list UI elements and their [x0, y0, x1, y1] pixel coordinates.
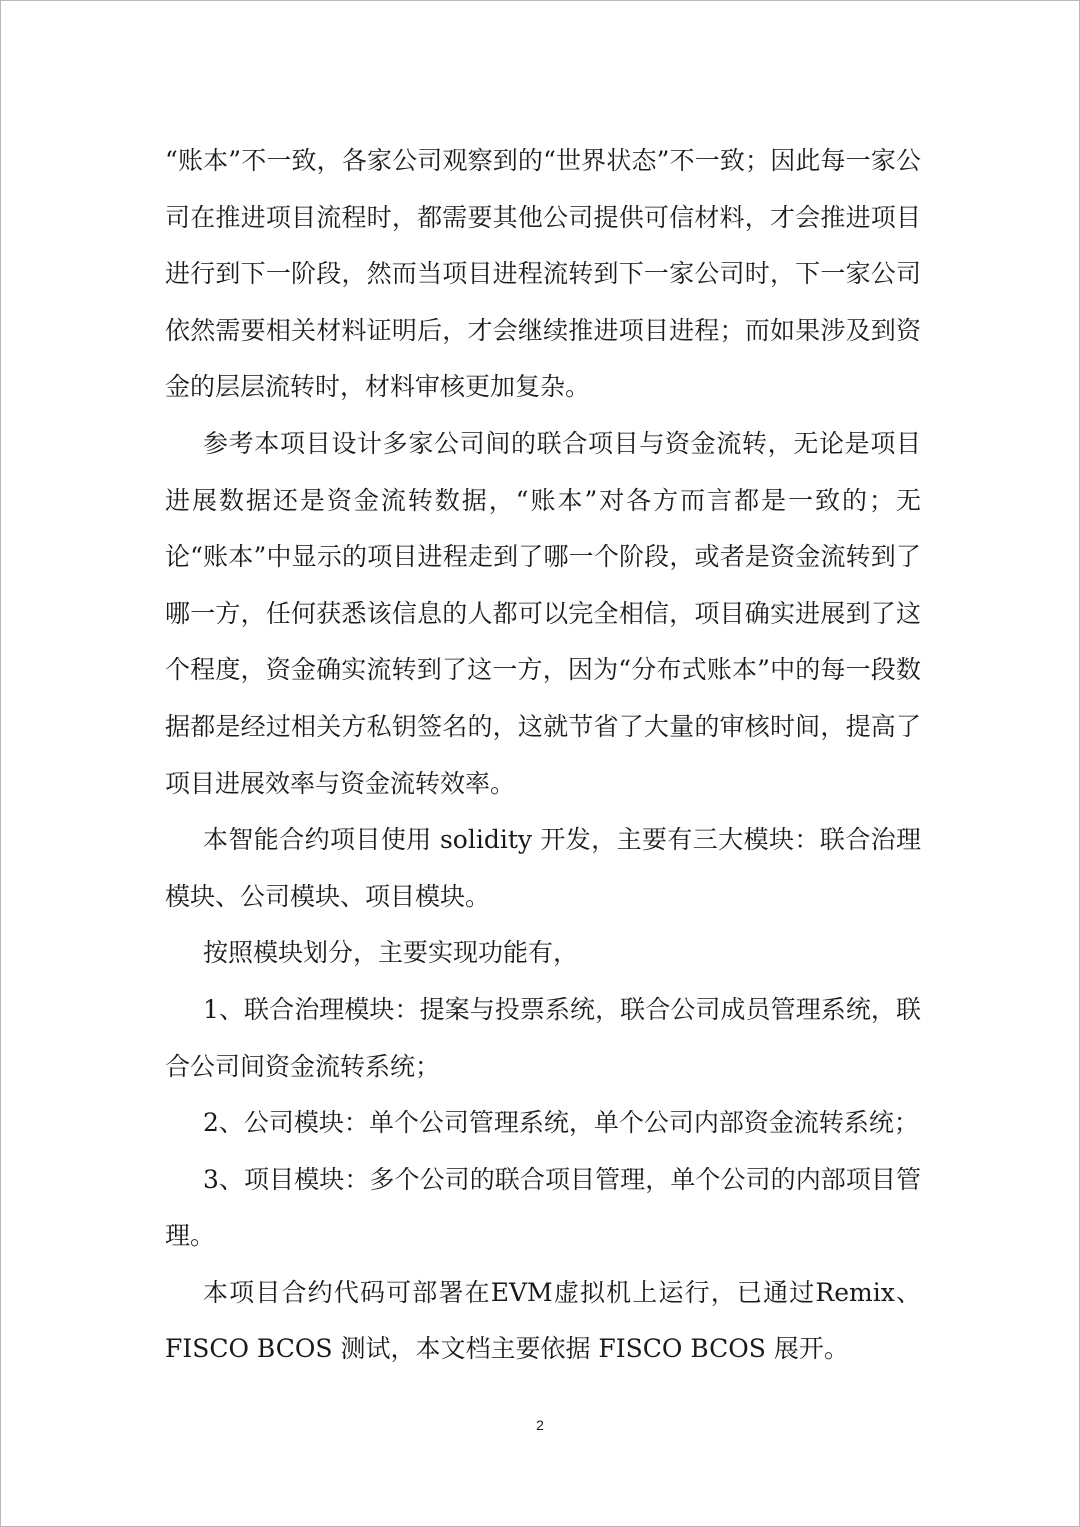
paragraph-deployment: 本项目合约代码可部署在EVM虚拟机上运行，已通过Remix、FISCO BCOS 测试，本文档主要依据 FISCO BCOS 展开。 [165, 1277, 921, 1364]
paragraph-features-intro: 按照模块划分，主要实现功能有， [203, 938, 579, 968]
page-body [165, 133, 921, 1378]
page-number: 2 [536, 1417, 544, 1433]
list-item-governance-module: 1、联合治理模块：提案与投票系统，联合公司成员管理系统，联合公司间资金流转系统； [165, 994, 921, 1081]
list-item-project-module: 3、项目模块：多个公司的联合项目管理，单个公司的内部项目管理。 [165, 1164, 921, 1251]
paragraph-design-reference: 参考本项目设计多家公司间的联合项目与资金流转，无论是项目进展数据还是资金流转数据，“账本”对各方而言都是一致的；无论“账本”中显示的项目进程走到了哪一个阶段，或者是资金流转到了哪一方，任何获悉该信息的人都可以完全相信，项目确实进展到了这个程度，资金确实流转到了这一方，因为“分布式账本”中的每一段数据都是经过相关方私钥签名的，这就节省了大量的审核时间，提高了项目进展效率与资金流转效率。 [165, 428, 921, 798]
paragraph-ledger-inconsistency: “账本”不一致，各家公司观察到的“世界状态”不一致；因此每一家公司在推进项目流程时，都需要其他公司提供可信材料，才会推进项目进行到下一阶段，然而当项目进程流转到下一家公司时，下一家公司依然需要相关材料证明后，才会继续推进项目进程；而如果涉及到资金的层层流转时，材料审核更加复杂。 [165, 146, 921, 402]
paragraph-modules-overview: 本智能合约项目使用 solidity 开发，主要有三大模块：联合治理模块、公司模块、项目模块。 [165, 825, 921, 911]
list-item-company-module: 2、公司模块：单个公司管理系统，单个公司内部资金流转系统； [203, 1108, 919, 1138]
